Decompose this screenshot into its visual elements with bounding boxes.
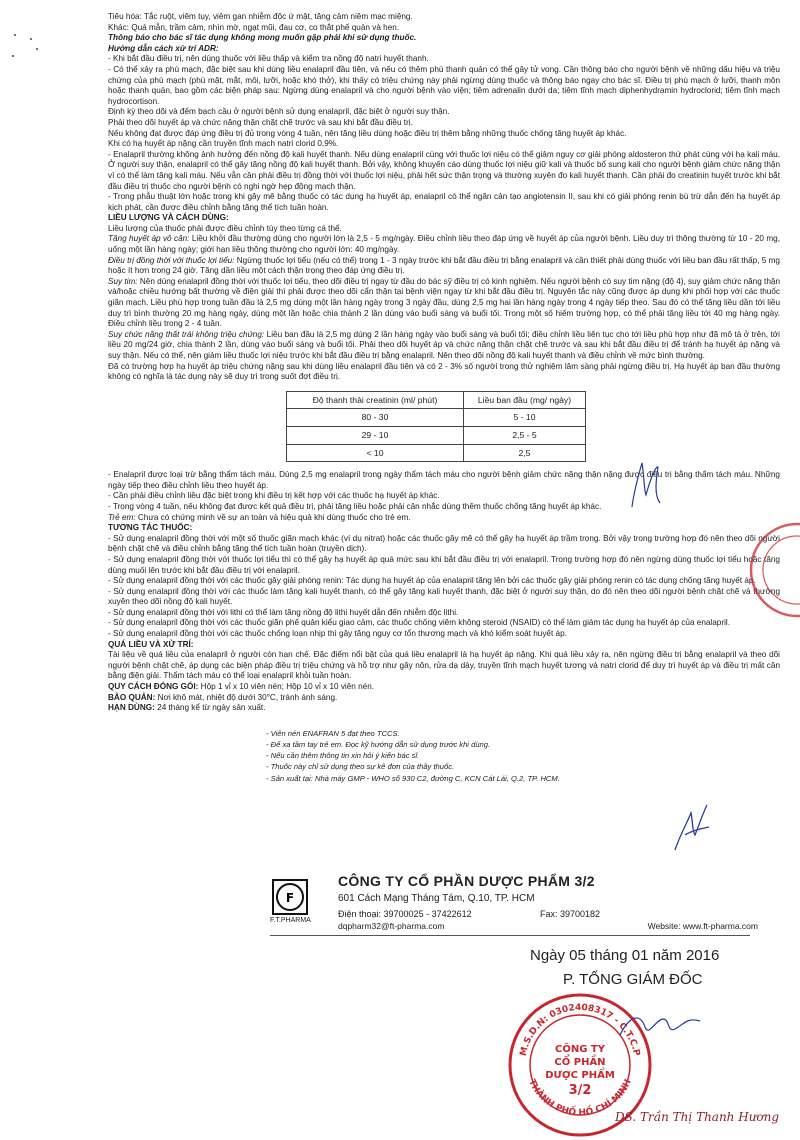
paragraph — [108, 234, 780, 255]
paragraph: Tiêu hóa: Tắc ruột, viêm tụy, viêm gan nhiễm độc ứ mật, tăng cảm niêm mạc miệng. — [108, 12, 413, 21]
table-header-cell: Độ thanh thải creatinin (ml/ phút) — [287, 391, 464, 409]
section-interactions-overdose — [108, 470, 780, 714]
table-cell: < 10 — [287, 444, 464, 462]
paragraph: Liều lượng của thuốc phải được điều chỉnh tùy theo từng cá thể. — [108, 223, 342, 233]
paragraph — [108, 277, 780, 330]
paragraph-lead: Tăng huyết áp vô căn: — [108, 234, 190, 244]
leaflet-body — [108, 12, 780, 784]
paragraph: Đã có trường hợp hạ huyết áp triệu chứng nặng sau khi dùng liều enalapril đầu tiên và có 2 - 3% số người trong thử nghiệm lâm sàng phải ngừng điều trị. Hạ huyết áp ban đầu thường không có nghĩa là tác dụng này sẽ duy trì trong suốt đợt điều trị. — [108, 361, 780, 382]
paragraph-lead: HẠN DÙNG: — [108, 703, 155, 713]
paragraph-lead: Điều trị đồng thời với thuốc lợi tiểu: — [108, 255, 235, 265]
paragraph-lead: QUY CÁCH ĐÓNG GÓI: — [108, 682, 199, 692]
paragraph — [108, 693, 780, 704]
note-item: - Viên nén ENAFRAN 5 đạt theo TCCS. — [266, 728, 400, 738]
paragraph-text: Chưa có chứng minh về sự an toàn và hiệu quả khi dùng thuốc cho trẻ em. — [135, 512, 411, 522]
initials-signature — [620, 455, 670, 515]
paragraph: Tài liệu về quá liều của enalapril ở người còn hạn chế. Đặc điểm nổi bật của quá liều enalapril là hạ huyết áp nặng. Khi quá liều xảy ra, nên ngừng điều trị bằng enalapril và theo dõi người bệnh chặt chẽ, áp dụng các biện pháp điều trị triệu chứng và hỗ trợ như gây nôn, rửa dạ dày, truyền tĩnh mạch huyết tương và natri clorid để duy trì huyết áp và điều trị mất cân bằng điện giải. Thẩm tách máu có thể loại enalapril khỏi tuần hoàn. — [108, 650, 780, 681]
paragraph: - Sử dụng enalapril đồng thời với các thuốc giãn phế quản kiểu giao cảm, các thuốc chống viêm không steroid (NSAID) có thể làm giảm tác dụng hạ huyết áp của enalapril. — [108, 618, 730, 628]
initials-signature — [665, 795, 715, 855]
logo-caption: F.T.PHARMA — [270, 917, 311, 924]
paragraph: Khác: Quá mẫn, trầm cảm, nhìn mờ, ngạt mũi, đau cơ, co thắt phế quản và hen. — [108, 22, 400, 32]
paragraph-text: 24 tháng kể từ ngày sản xuất. — [154, 703, 266, 713]
svg-text:F: F — [285, 891, 295, 905]
paragraph-lead: Suy tim: — [108, 276, 138, 286]
table-header-row — [287, 391, 586, 409]
paragraph-text: Nơi khô mát, nhiệt độ dưới 30°C, tránh ánh sáng. — [155, 692, 338, 702]
paragraph: Nếu không đạt được đáp ứng điều trị đủ trong vòng 4 tuần, nên tăng liều dùng hoặc điều trị thêm bằng những thuốc chống tăng huyết áp khác. — [108, 128, 627, 138]
director-signature — [615, 1005, 705, 1050]
company-address: 601 Cách Mạng Tháng Tám, Q.10, TP. HCM — [338, 893, 535, 904]
svg-text:THÀNH PHỐ HỒ CHÍ MINH: THÀNH PHỐ HỒ CHÍ MINH — [526, 1077, 634, 1119]
paragraph: Phải theo dõi huyết áp và chức năng thận chặt chẽ trước và sau khi bắt đầu điều trị. — [108, 117, 413, 127]
paragraph: - Sử dụng enalapril đồng thời với một số thuốc giãn mạch khác (ví dụ nitrat) hoặc các thuốc gây mê có thể gây hạ huyết áp trầm trọng. Bởi vậy trong trường hợp đó nên theo dõi người bệnh chặt chẽ và điều chỉnh bằng tăng thể tích tuần hoàn (truyền dịch). — [108, 533, 780, 554]
section-heading: TƯƠNG TÁC THUỐC: — [108, 523, 193, 533]
company-website: Website: www.ft-pharma.com — [647, 921, 758, 931]
svg-text:3/2: 3/2 — [568, 1083, 592, 1098]
svg-text:CỔ PHẦN: CỔ PHẦN — [554, 1057, 606, 1068]
paragraph-text: Liều ban đầu là 2,5 mg dùng 2 lần hàng ngày vào buổi sáng và buổi tối; điều chỉnh liều liên tục cho tới liều phù hợp như đã mô tả ở trên, tới liều 20 mg/24 giờ, chia thành 2 lần, dùng vào buổi sáng và buổi tối. Phải theo dõi huyết áp và chức năng thận chặt chẽ trước và sau khi bắt đầu điều trị để tránh hạ huyết áp nặng và suy thận. Nếu có thể, nên giảm liều thuốc lợi niệu trước khi bắt đầu điều trị bằng enalapril. Nên theo dõi nồng độ kali huyết thanh và điều chỉnh về mức bình thường. — [108, 329, 780, 360]
dose-table — [286, 391, 586, 462]
table-row — [287, 409, 586, 427]
emphasis-line: Thông báo cho bác sĩ tác dụng không mong muốn gặp phải khi sử dụng thuốc. — [108, 33, 417, 43]
company-fax: Fax: 39700182 — [540, 909, 601, 919]
paragraph — [108, 682, 780, 693]
paragraph: - Sử dụng enalapril đồng thời với thuốc lợi tiểu thì có thể gây hạ huyết áp quá mức sau khi bắt đầu điều trị với enalapril. Trong trường hợp đó nên ngừng dùng thuốc lợi tiểu hoặc tăng dùng muối lên trước khi bắt đầu điều trị với enalapril. — [108, 554, 780, 575]
svg-text:DƯỢC PHẨM: DƯỢC PHẨM — [545, 1070, 615, 1081]
company-email: dqpharm32@ft-pharma.com — [338, 921, 445, 931]
table-cell: 80 - 30 — [287, 409, 464, 427]
paragraph: - Enalapril được loại trừ bằng thẩm tách máu. Dùng 2,5 mg enalapril trong ngày thẩm tách máu cho người bệnh giảm chức năng thận nặng được điều trị bằng thẩm tách máu. Những ngày tiếp theo điều chỉnh liều theo huyết áp. — [108, 470, 780, 490]
note-item: - Nếu cần thêm thông tin xin hỏi ý kiến bác sĩ. — [266, 751, 420, 761]
paragraph: - Trong phẫu thuật lớn hoặc trong khi gây mê bằng thuốc có tác dụng hạ huyết áp, enalapril có thể ngăn cản tạo angiotensin II, sau khi có giải phóng renin bù trừ dẫn đến hạ huyết áp kịch phát, cần được điều chỉnh bằng tăng thể tích tuần hoàn. — [108, 192, 780, 212]
paragraph: Khi có hạ huyết áp nặng cần truyền tĩnh mạch natri clorid 0,9%. — [108, 139, 339, 149]
paragraph-text: Liều khởi đầu thường dùng cho người lớn là 2,5 - 5 mg/ngày. Điều chỉnh liều theo đáp ứng về huyết áp của người bệnh. Liều duy trì thông thường từ 10 - 20 mg, uống một lần hàng ngày; giới hạn liều thông thường cho người lớn: 40 mg/ngày. — [108, 234, 781, 255]
paragraph: - Sử dụng enalapril đồng thời với lithi có thể làm tăng nồng độ lithi huyết dẫn đến nhiễm độc lithi. — [108, 607, 459, 617]
table-cell: 2,5 - 5 — [464, 426, 586, 444]
company-name: CÔNG TY CỔ PHẦN DƯỢC PHẨM 3/2 — [338, 873, 595, 889]
issue-date: Ngày 05 tháng 01 năm 2016 — [530, 947, 720, 964]
paragraph-text: Hộp 1 vỉ x 10 viên nén; Hộp 10 vỉ x 10 viên nén. — [198, 682, 375, 692]
divider — [270, 935, 750, 936]
company-contact — [338, 921, 758, 931]
table-row — [287, 426, 586, 444]
paragraph: - Cần phải điều chỉnh liều đặc biệt trong khi điều trị kết hợp với các thuốc hạ huyết áp khác. — [108, 491, 440, 501]
paragraph-text: Ngừng thuốc lợi tiểu (nếu có thể) trong 1 - 3 ngày trước khi bắt đầu điều trị bằng enalapril và cần thiết phải dùng thuốc với liều ban đầu rất thấp, 5 mg hoặc ít hơn trong 24 giờ. Tăng dần liều một cách thận trọng theo đáp ứng điều trị. — [108, 255, 780, 276]
svg-text:M.S.D.N: 0302408317 - C.T.C.P: M.S.D.N: 0302408317 - C.T.C.P — [518, 1002, 642, 1058]
section-heading: LIỀU LƯỢNG VÀ CÁCH DÙNG: — [108, 213, 229, 223]
table-cell: 5 - 10 — [464, 409, 586, 427]
table-header-cell: Liều ban đầu (mg/ ngày) — [464, 391, 586, 409]
paragraph: - Sử dụng enalapril đồng thời với các thuốc gây giải phóng renin: Tác dụng hạ huyết áp của enalapril tăng lên bởi các thuốc gây giải phóng renin có tác dụng chống tăng huyết áp. — [108, 576, 756, 586]
notes-list — [266, 728, 780, 784]
paragraph-lead: Suy chức năng thất trái không triệu chứng: — [108, 329, 265, 339]
paragraph: - Có thể xảy ra phù mạch, đặc biệt sau khi dùng liều enalapril đầu tiên, và nếu có thêm phù thanh quản có thể gây tử vong. Cần thông báo cho người bệnh về những dấu hiệu và triệu chứng của phù mạch (phù mặt, mắt, môi, lưỡi, hoặc khó thở), khi thấy có triệu chứng này phải ngừng dùng thuốc và thông báo ngay cho bác sĩ. Điều trị phù mạch ở lưỡi, thanh môn hoặc thanh quản, bao gồm các biện pháp sau: Ngừng dùng enalapril và cho người bệnh vào viện; tiêm adrenalin dưới da; tiêm tĩnh mạch diphenhydramin hydroclorid; tiêm tĩnh mạch hydrocortison. — [108, 64, 780, 106]
paragraph-text: Nên dùng enalapril đồng thời với thuốc lợi tiểu, theo dõi điều trị ngay từ đầu do bác sỹ điều trị có kinh nghiệm. Nếu người bệnh có suy tim nặng (độ 4), suy giảm chức năng thận và/hoặc chiều hướng bất thường về điện giải thì phải được theo dõi cẩn thận tại bệnh viện ngay từ khi bắt đầu điều trị. Nguyên tắc này cũng được áp dụng khi phối hợp với các thuốc giãn mạch. Liều phù hợp trong tuần đầu là 2,5 mg dùng một lần hàng ngày trong 3 ngày đầu, dùng 2,5 mg hai lần hàng ngày trong 4 ngày tiếp theo. Sau đó có thể tăng liều dần tới liều duy trì bình thường 20 mg hàng ngày, dùng một lần hoặc chia thành 2 lần dùng vào buổi sáng và buổi tối. Trong một số hiếm trường hợp, có thể phải tăng liều tới 40 mg hàng ngày. Điều chỉnh liều trong 2 - 4 tuần. — [108, 276, 780, 329]
company-phone: Điện thoại: 39700025 - 37422612 — [338, 909, 472, 919]
table-cell: 29 - 10 — [287, 426, 464, 444]
note-item: - Để xa tầm tay trẻ em. Đọc kỹ hướng dẫn sử dụng trước khi dùng. — [266, 740, 491, 750]
section-adverse-and-dosage — [108, 12, 780, 383]
partial-stamp — [715, 520, 800, 620]
note-item: - Sản xuất tại: Nhà máy GMP - WHO số 930 C2, đường C, KCN Cát Lái, Q.2, TP. HCM. — [266, 773, 560, 783]
signer-title: P. TỔNG GIÁM ĐỐC — [563, 971, 703, 988]
section-heading: QUÁ LIỀU VÀ XỬ TRÍ: — [108, 639, 194, 649]
paragraph-lead: Trẻ em: — [108, 512, 136, 522]
paragraph: - Trong vòng 4 tuần, nếu không đạt được kết quả điều trị, phải tăng liều hoặc phải cân nhắc dùng thêm thuốc chống tăng huyết áp khác. — [108, 501, 602, 511]
company-block — [270, 873, 780, 931]
paragraph: - Enalapril thường không ảnh hưởng đến nồng độ kali huyết thanh. Nếu dùng enalapril cùng với thuốc lợi niệu có thể giảm nguy cơ giải phóng aldosteron thứ phát cùng với hạ kali máu. Ở người suy thận, enalapril có thể gây tăng nồng độ kali huyết thanh. Bởi vậy, không khuyến cáo dùng thuốc lợi niệu giữ kali và thuốc bổ sung kali cho người bệnh giảm chức năng thận vì có thể làm tăng kali máu. Nếu vẫn cần phải điều trị đồng thời với thuốc lợi niệu, phải hết sức thận trọng và thường xuyên đo kali huyết thanh. Cần phải đo creatinin huyết trước khi bắt đầu điều trị thuốc cho người bệnh có nghi ngờ hẹp động mạch thận. — [108, 149, 780, 191]
paragraph — [108, 330, 780, 362]
paragraph — [108, 256, 780, 277]
signer-name: DS. Trần Thị Thanh Hương — [615, 1110, 780, 1124]
emphasis-line: Hướng dẫn cách xử trí ADR: — [108, 43, 219, 53]
table-row — [287, 444, 586, 462]
company-logo-icon — [270, 877, 310, 917]
paragraph: - Khi bắt đầu điều trị, nên dùng thuốc với liều thấp và kiểm tra nồng độ natri huyết thanh. — [108, 54, 429, 64]
paragraph — [108, 513, 780, 524]
paragraph: - Sử dụng enalapril đồng thời với các thuốc làm tăng kali huyết thanh, có thể gây tăng kali huyết thanh, đặc biệt ở người suy thận, do đó nên theo dõi người bệnh chặt chẽ và thường xuyên theo dõi nồng độ kali huyết. — [108, 586, 780, 607]
paragraph — [108, 703, 780, 714]
svg-text:CÔNG TY: CÔNG TY — [555, 1044, 605, 1055]
paragraph-lead: BẢO QUẢN: — [108, 692, 156, 702]
paragraph: - Sử dụng enalapril đồng thời với các thuốc chống loạn nhịp thì gây tăng nguy cơ tổn thương mạch và khó kiểm soát huyết áp. — [108, 629, 567, 639]
note-item: - Thuốc này chỉ sử dụng theo sự kê đơn của thầy thuốc. — [266, 762, 455, 772]
table-cell: 2,5 — [464, 444, 586, 462]
paragraph: Định kỳ theo dõi và đếm bạch cầu ở người bệnh sử dụng enalapril, đặc biệt ở người suy thận. — [108, 107, 450, 117]
